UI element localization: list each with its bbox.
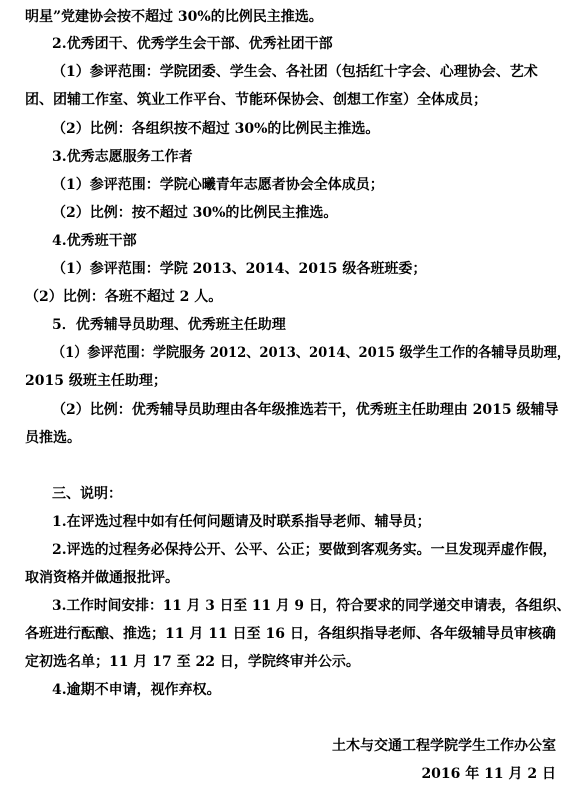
text-line-20: 取消资格并做通报批评。 (25, 570, 179, 586)
text-line-7: （1）参评范围：学院心曦青年志愿者协会全体成员； (52, 177, 384, 193)
text-line-9: 4.优秀班干部 (52, 233, 137, 249)
text-line-22: 各班进行酝酿、推选；11 月 11 日至 16 日，各组织指导老师、各年级辅导员审核确 (25, 626, 556, 642)
text-line-24: 4.逾期不申请，视作弃权。 (52, 682, 221, 698)
text-line-18: 1.在评选过程中如有任何问题请及时联系指导老师、辅导员； (52, 514, 431, 530)
text-line-5: （2）比例：各组织按不超过 30%的比例民主推选。 (52, 121, 380, 137)
text-line-2: 2.优秀团干、优秀学生会干部、优秀社团干部 (52, 36, 333, 52)
text-line-1: 明星”党建协会按不超过 30%的比例民主推选。 (25, 9, 323, 25)
section-heading-notes: 三、说明： (52, 486, 122, 502)
text-line-15: （2）比例：优秀辅导员助理由各年级推选若干，优秀班主任助理由 2015 级辅导 (52, 402, 559, 418)
signature-date: 2016 年 11 月 2 日 (421, 766, 556, 782)
text-line-14: 2015 级班主任助理； (25, 373, 167, 389)
text-line-12: 5．优秀辅导员助理、优秀班主任助理 (52, 317, 286, 333)
text-line-13: （1）参评范围：学院服务 2012、2013、2014、2015 级学生工作的各辅导员助理， (52, 345, 570, 361)
text-line-23: 定初选名单；11 月 17 至 22 日，学院终审并公示。 (25, 654, 360, 670)
text-line-3: （1）参评范围：学院团委、学生会、各社团（包括红十字会、心理协会、艺术 (52, 64, 538, 80)
text-line-11: （2）比例：各班不超过 2 人。 (25, 289, 223, 305)
signature-office: 土木与交通工程学院学生工作办公室 (332, 738, 556, 754)
text-line-4: 团、团辅工作室、筑业工作平台、节能环保协会、创想工作室）全体成员； (25, 92, 487, 108)
text-line-16: 员推选。 (25, 430, 81, 446)
text-line-21: 3.工作时间安排：11 月 3 日至 11 月 9 日，符合要求的同学递交申请表，各组织、 (52, 598, 571, 614)
text-line-19: 2.评选的过程务必保持公开、公平、公正；要做到客观务实。一旦发现弄虚作假， (52, 542, 557, 558)
text-line-8: （2）比例：按不超过 30%的比例民主推选。 (52, 205, 338, 221)
text-line-6: 3.优秀志愿服务工作者 (52, 149, 193, 165)
text-line-10: （1）参评范围：学院 2013、2014、2015 级各班班委； (52, 261, 427, 277)
